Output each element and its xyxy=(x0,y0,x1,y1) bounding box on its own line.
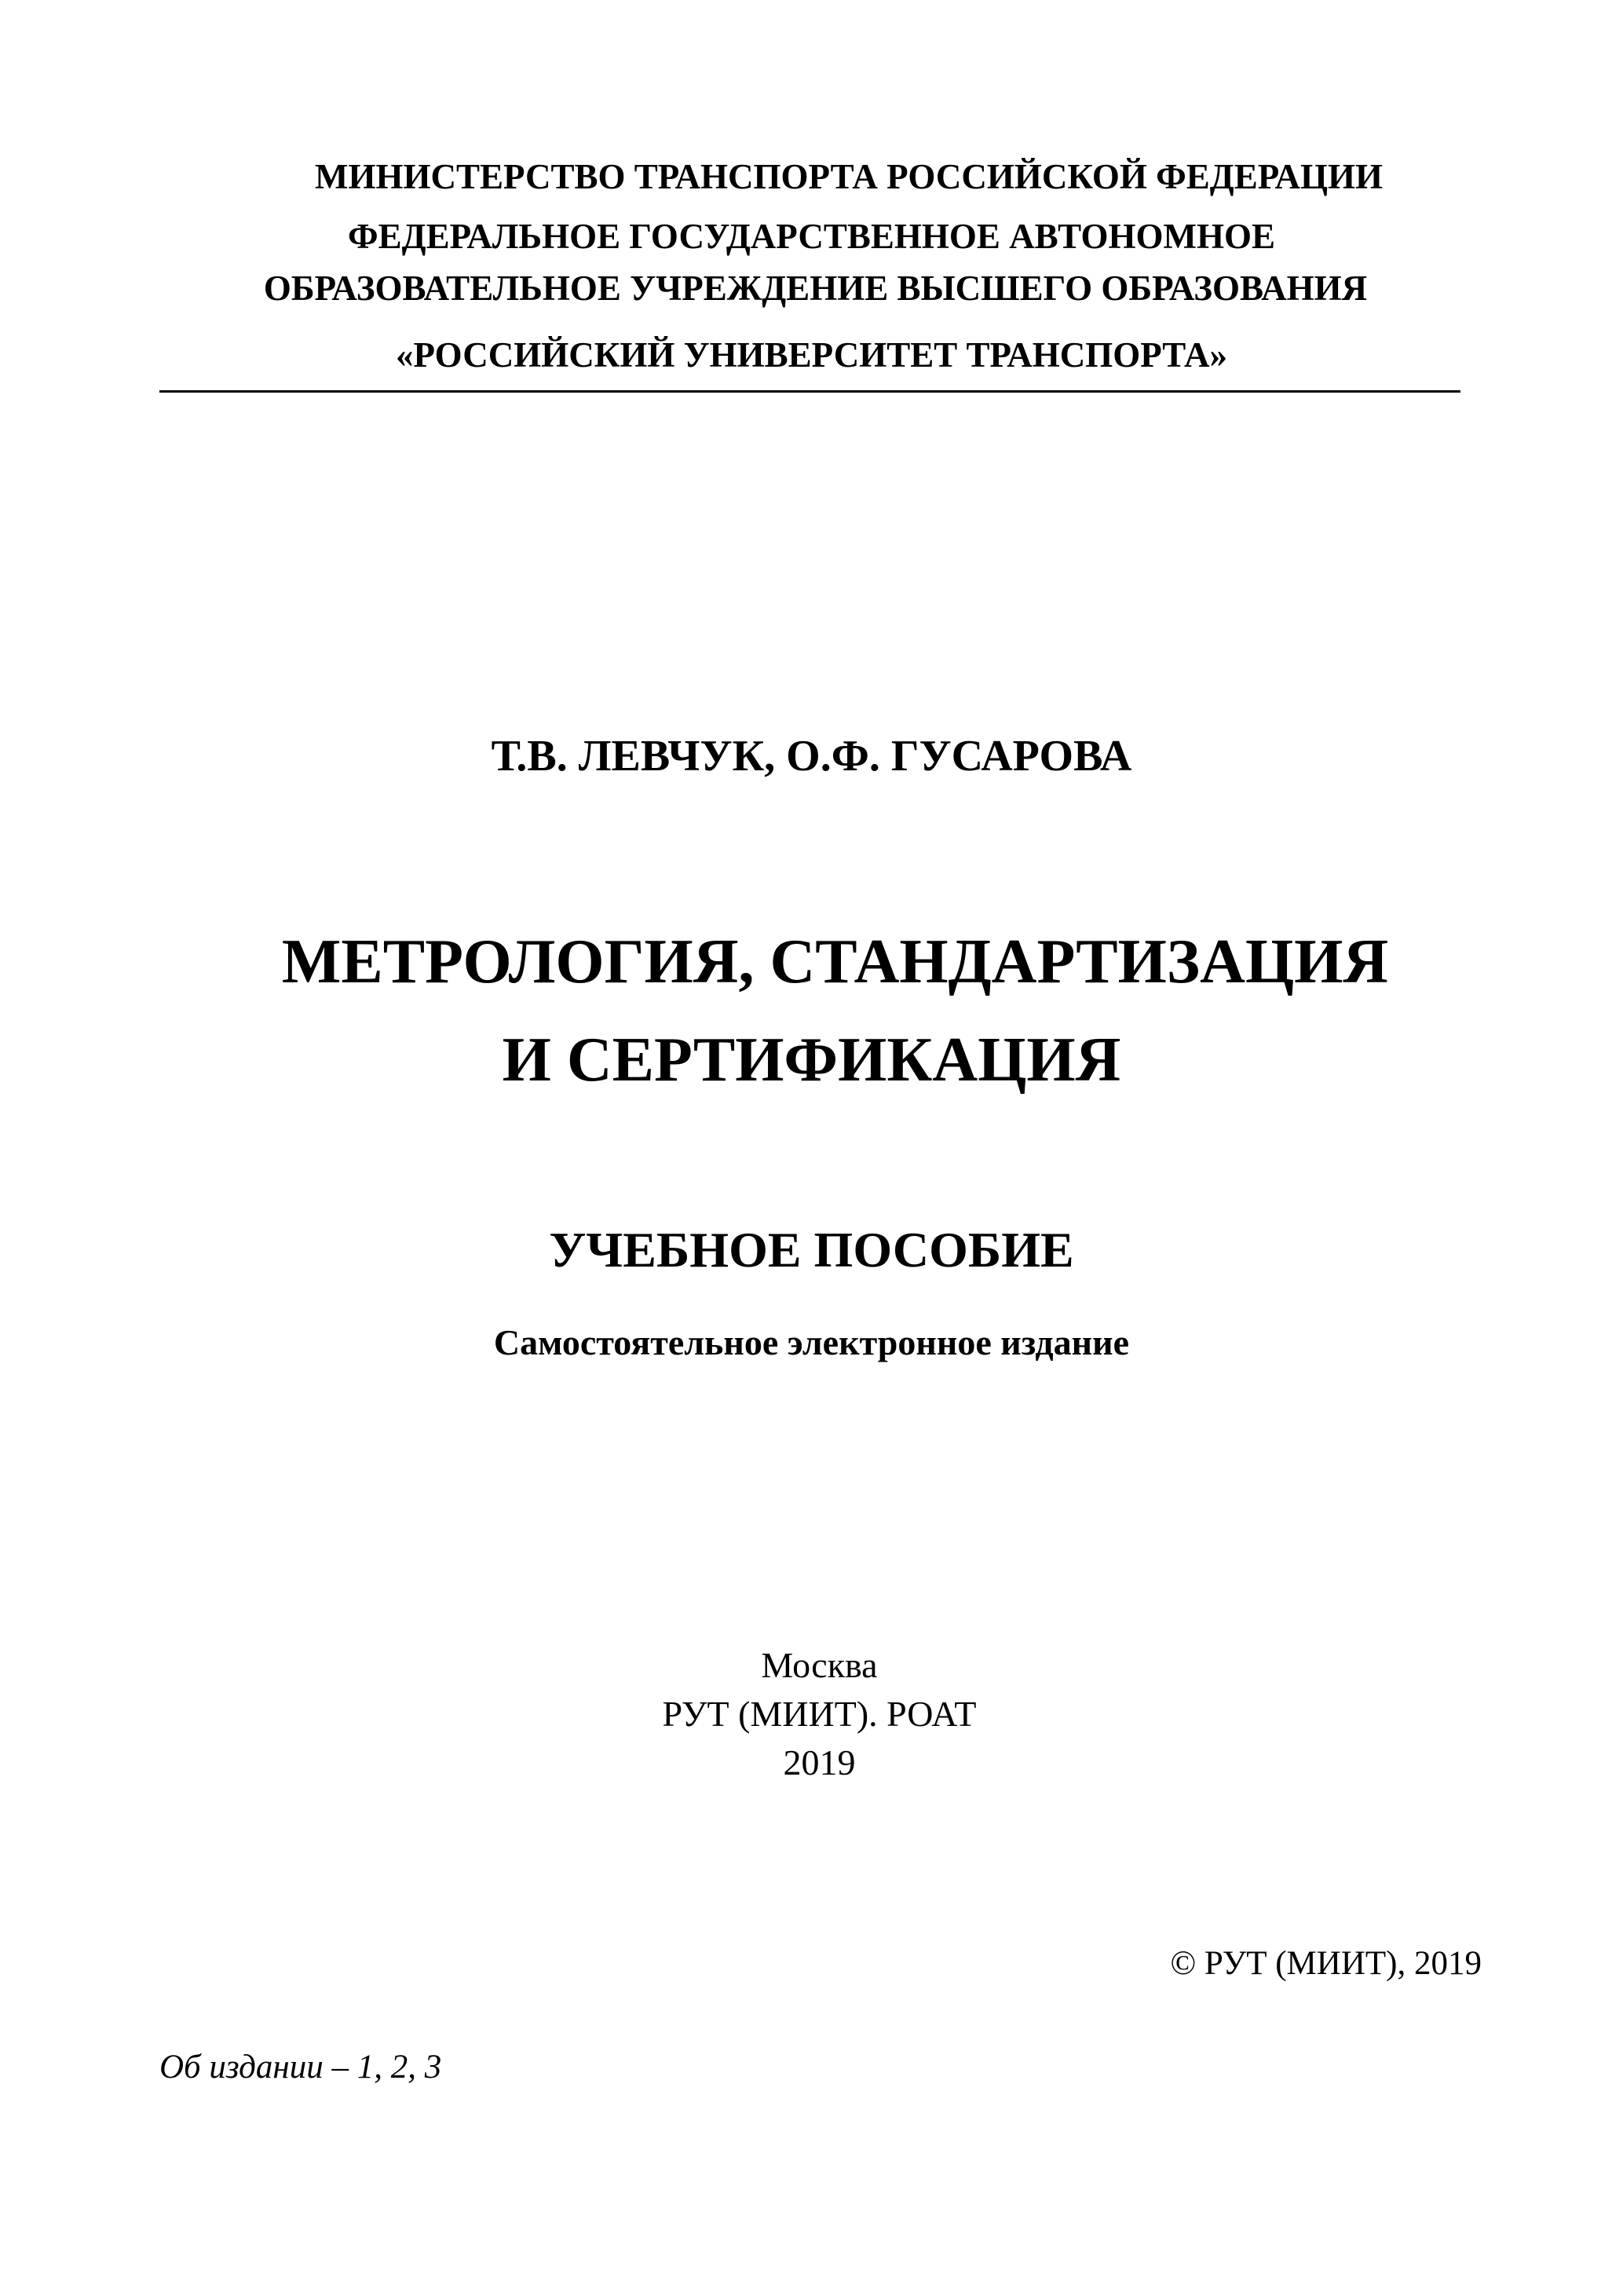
authors: Т.В. ЛЕВЧУК, О.Ф. ГУСАРОВА xyxy=(491,732,1132,781)
copyright-notice: © РУТ (МИИТ), 2019 xyxy=(1170,1945,1482,1982)
imprint-city: Москва xyxy=(761,1645,878,1685)
about-edition-link[interactable]: Об издании – 1, 2, 3 xyxy=(159,2049,442,2086)
ministry-name: МИНИСТЕРСТВО ТРАНСПОРТА РОССИЙСКОЙ ФЕДЕРАЦИИ xyxy=(314,157,1384,196)
book-title-line1: МЕТРОЛОГИЯ, СТАНДАРТИЗАЦИЯ xyxy=(281,927,1389,996)
imprint-year: 2019 xyxy=(783,1742,856,1782)
institution-name-line2: ОБРАЗОВАТЕЛЬНОЕ УЧРЕЖДЕНИЕ ВЫСШЕГО ОБРАЗОВАНИЯ xyxy=(263,269,1368,308)
book-subtitle: УЧЕБНОЕ ПОСОБИЕ xyxy=(549,1222,1074,1278)
imprint-publisher: РУТ (МИИТ). РОАТ xyxy=(662,1694,977,1734)
edition-type: Самостоятельное электронное издание xyxy=(493,1322,1130,1362)
header-divider xyxy=(159,390,1460,393)
university-name: «РОССИЙСКИЙ УНИВЕРСИТЕТ ТРАНСПОРТА» xyxy=(395,335,1228,375)
institution-name-line1: ФЕДЕРАЛЬНОЕ ГОСУДАРСТВЕННОЕ АВТОНОМНОЕ xyxy=(347,217,1275,256)
book-title-line2: И СЕРТИФИКАЦИЯ xyxy=(502,1026,1121,1095)
